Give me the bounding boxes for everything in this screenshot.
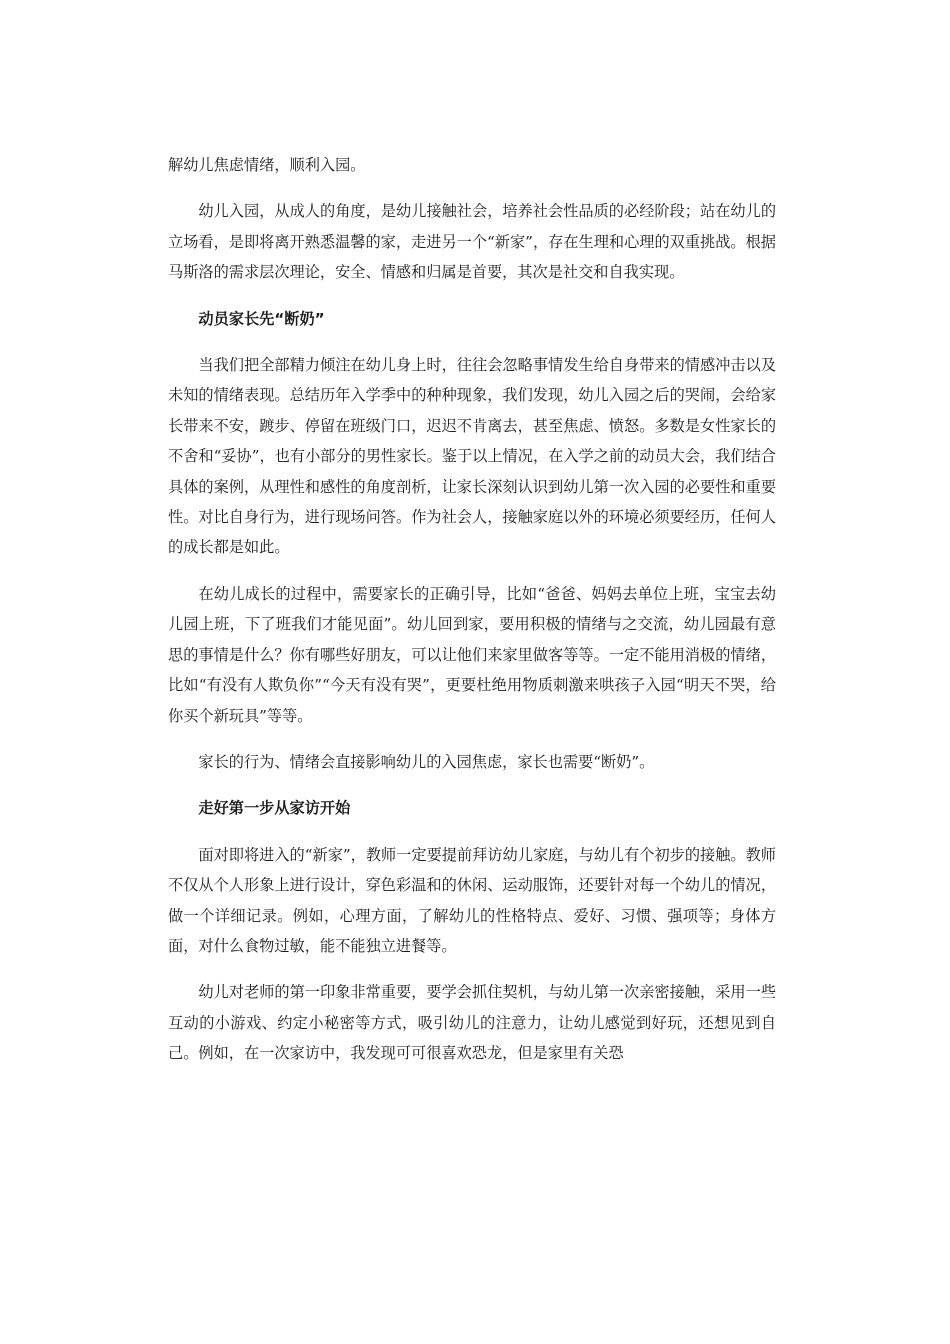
document-body	[168, 150, 776, 1085]
section-heading: 动员家长先“断奶”	[198, 309, 325, 328]
paragraph: 家长的行为、情绪会直接影响幼儿的入园焦虑，家长也需要“断奶”。	[198, 752, 655, 771]
section-heading: 走好第一步从家访开始	[198, 799, 351, 818]
paragraph: 当我们把全部精力倾注在幼儿身上时，往往会忽略事情发生给自身带来的情感冲击以及未知的情绪表现。总结历年入学季中的种种现象，我们发现，幼儿入园之后的哭闹，会给家长带来不安，踱步、停留在班级门口，迟迟不肯离去，甚至焦虑、愤怒。多数是女性家长的不舍和“妥协”，也有小部分的男性家长。鉴于以上情况，在入学之前的动员大会，我们结合具体的案例，从理性和感性的角度剖析，让家长深刻认识到幼儿第一次入园的必要性和重要性。对比自身行为，进行现场问答。作为社会人，接触家庭以外的环境必须要经历，任何人的成长都是如此。	[168, 356, 776, 557]
paragraph: 幼儿入园，从成人的角度，是幼儿接触社会，培养社会性品质的必经阶段；站在幼儿的立场看，是即将离开熟悉温馨的家，走进另一个“新家”，存在生理和心理的双重挑战。根据马斯洛的需求层次理论，安全、情感和归属是首要，其次是社交和自我实现。	[168, 202, 776, 282]
paragraph: 解幼儿焦虑情绪，顺利入园。	[168, 156, 366, 174]
paragraph: 面对即将进入的“新家”，教师一定要提前拜访幼儿家庭，与幼儿有个初步的接触。教师不仅从个人形象上进行设计，穿色彩温和的休闲、运动服饰，还要针对每一个幼儿的情况，做一个详细记录。例如，心理方面，了解幼儿的性格特点、爱好、习惯、强项等；身体方面，对什么食物过敏，能不能独立进餐等。	[168, 845, 776, 955]
paragraph: 幼儿对老师的第一印象非常重要，要学会抓住契机，与幼儿第一次亲密接触，采用一些互动的小游戏、约定小秘密等方式，吸引幼儿的注意力，让幼儿感觉到好玩，还想见到自己。例如，在一次家访中，我发现可可很喜欢恐龙，但是家里有关恐	[168, 983, 776, 1063]
paragraph: 在幼儿成长的过程中，需要家长的正确引导，比如“爸爸、妈妈去单位上班，宝宝去幼儿园上班，下了班我们才能见面”。幼儿回到家，要用积极的情绪与之交流，幼儿园最有意思的事情是什么？你有哪些好朋友，可以让他们来家里做客等等。一定不能用消极的情绪，比如“有没有人欺负你”“今天有没有哭”，更要杜绝用物质刺激来哄孩子入园“明天不哭，给你买个新玩具”等等。	[168, 584, 776, 725]
